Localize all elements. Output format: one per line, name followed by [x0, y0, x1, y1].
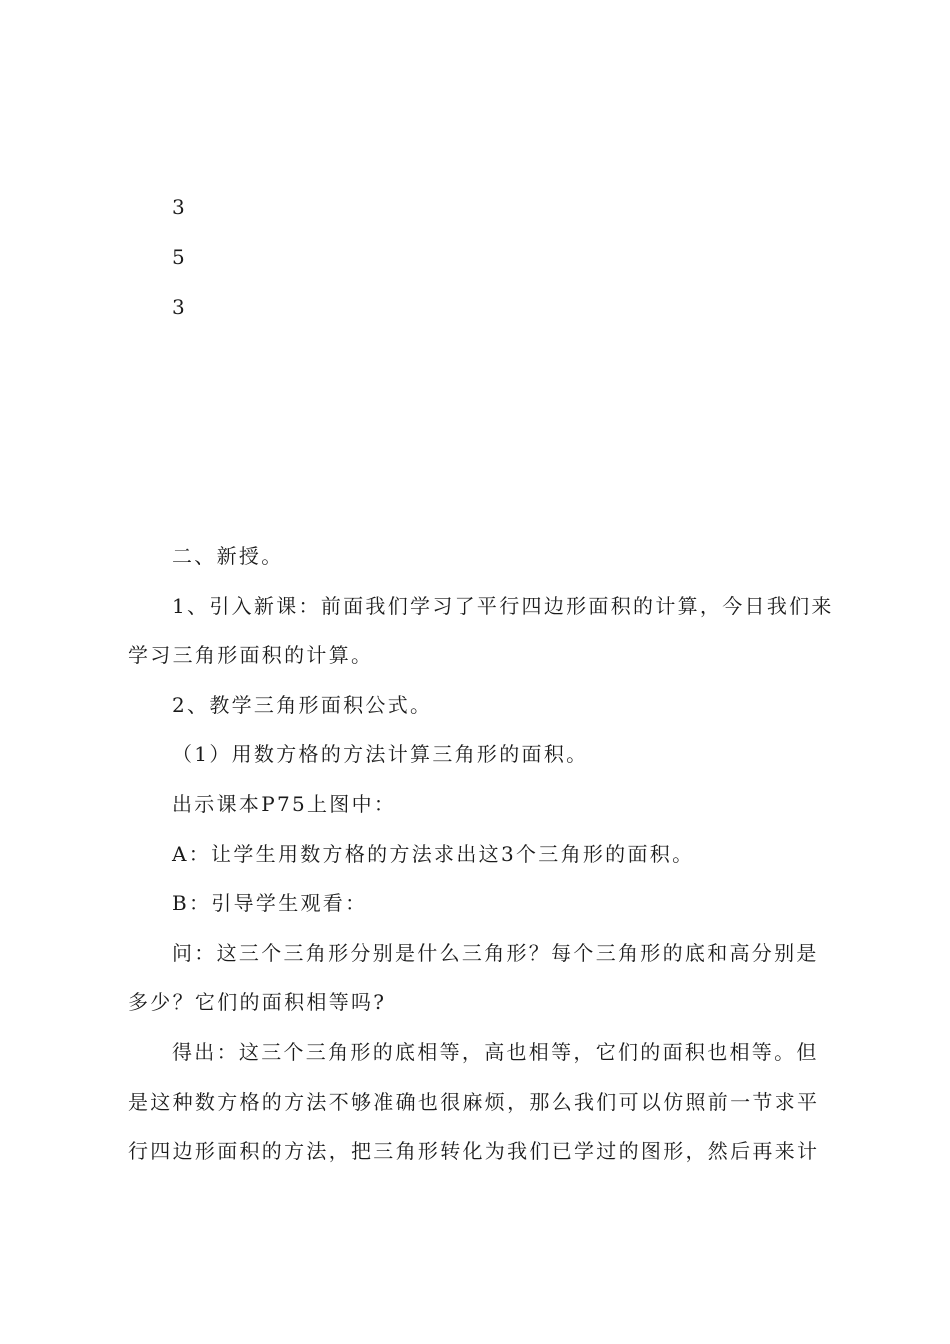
paragraph-7-line-1: 问：这三个三角形分别是什么三角形？每个三角形的底和高分别是 — [172, 941, 819, 965]
number-5: 5 — [172, 245, 185, 269]
paragraph-5: A：让学生用数方格的方法求出这3个三角形的面积。 — [172, 842, 695, 866]
paragraph-8-line-2: 是这种数方格的方法不够准确也很麻烦，那么我们可以仿照前一节求平 — [128, 1090, 820, 1114]
paragraph-8-line-1: 得出：这三个三角形的底相等，高也相等，它们的面积也相等。但 — [172, 1040, 819, 1064]
number-3-top: 3 — [172, 195, 185, 219]
paragraph-1-line-2: 学习三角形面积的计算。 — [128, 643, 374, 667]
paragraph-4: 出示课本P75上图中： — [172, 792, 397, 816]
section-title: 二、新授。 — [172, 544, 284, 568]
paragraph-8-line-3: 行四边形面积的方法，把三角形转化为我们已学过的图形，然后再来计 — [128, 1139, 820, 1163]
number-3-bottom: 3 — [172, 295, 185, 319]
paragraph-2: 2、教学三角形面积公式。 — [172, 693, 433, 717]
paragraph-7-line-2: 多少？它们的面积相等吗? — [128, 990, 387, 1014]
paragraph-3: （1）用数方格的方法计算三角形的面积。 — [172, 742, 589, 766]
paragraph-6: B：引导学生观看： — [172, 891, 368, 915]
paragraph-1-line-1: 1、引入新课：前面我们学习了平行四边形面积的计算，今日我们来 — [172, 594, 834, 618]
